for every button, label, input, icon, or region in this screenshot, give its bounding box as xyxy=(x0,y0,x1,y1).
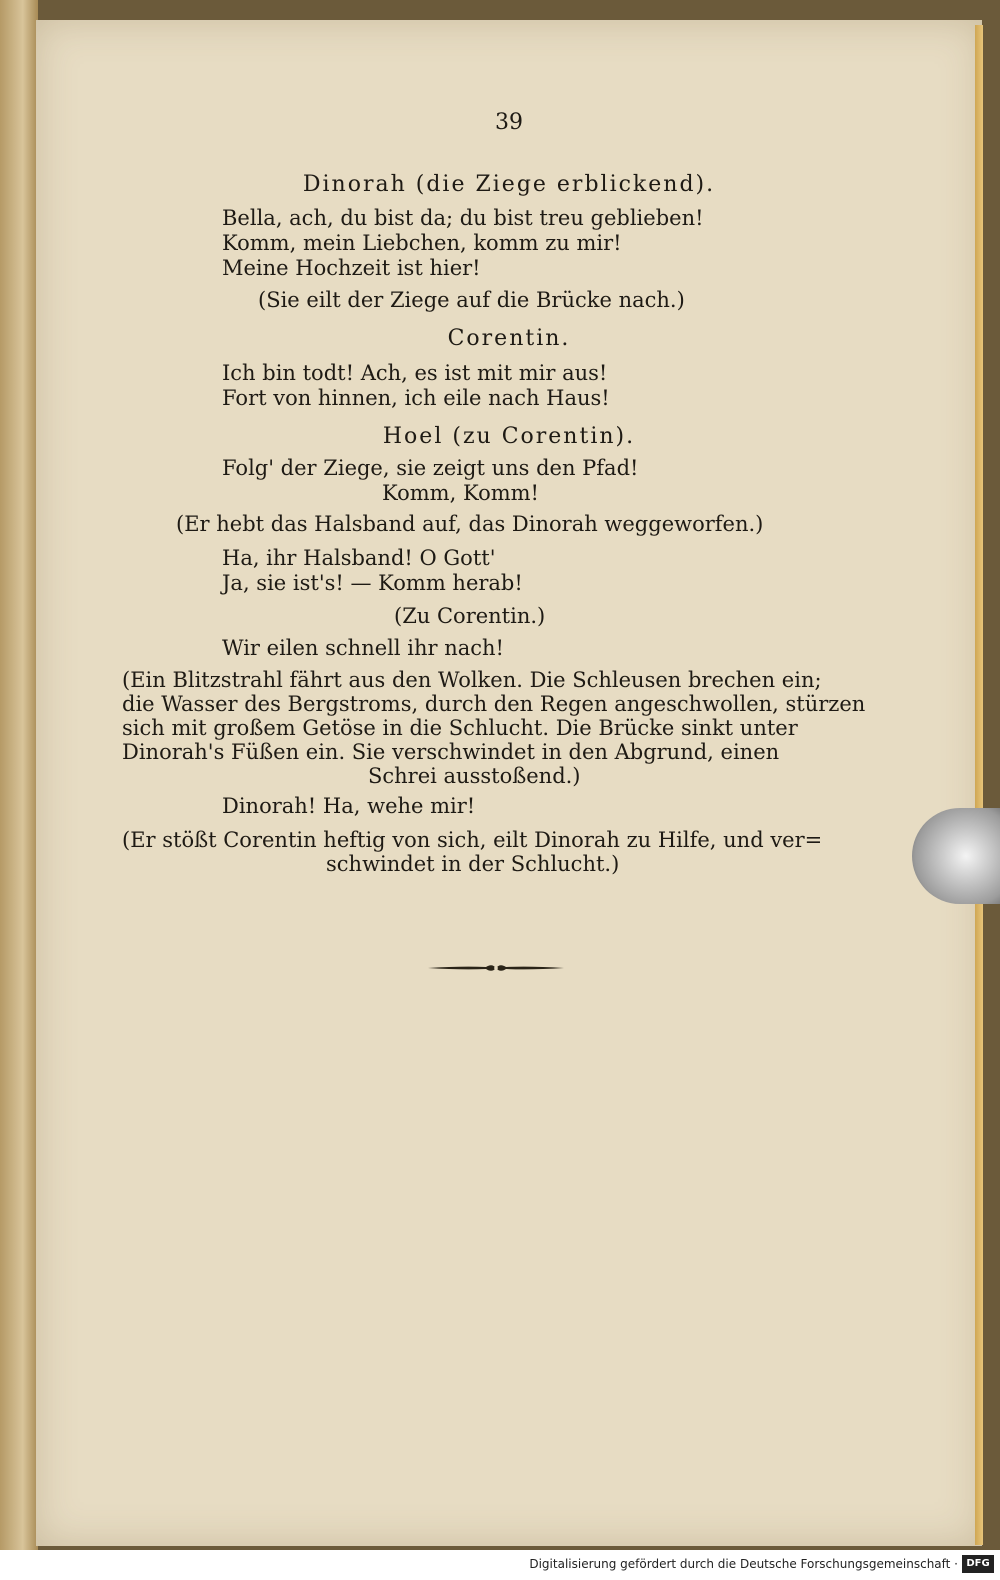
verse-line: Dinorah! Ha, wehe mir! xyxy=(222,794,476,818)
page-number: 39 xyxy=(495,110,523,135)
verse-line: Folg' der Ziege, sie zeigt uns den Pfad! xyxy=(222,456,639,480)
stage-direction: (Er hebt das Halsband auf, das Dinorah weggeworfen.) xyxy=(176,512,764,536)
stage-direction: die Wasser des Bergstroms, durch den Regen angeschwollen, stürzen xyxy=(122,692,866,716)
verse-line: Bella, ach, du bist da; du bist treu geblieben! xyxy=(222,206,704,230)
speaker-dinorah: Dinorah (die Ziege erblickend). xyxy=(302,172,716,197)
scanner-clip xyxy=(912,808,1000,904)
footer-bar xyxy=(0,1550,1000,1580)
left-page-edge xyxy=(0,0,38,1550)
stage-direction: (Ein Blitzstrahl fährt aus den Wolken. Die Schleusen brechen ein; xyxy=(122,668,822,692)
speaker-corentin: Corentin. xyxy=(447,326,571,351)
verse-line: Komm, mein Liebchen, komm zu mir! xyxy=(222,231,622,255)
stage-direction: Schrei ausstoßend.) xyxy=(368,764,581,788)
dfg-logo-icon: DFG xyxy=(962,1555,994,1573)
speaker-hoel: Hoel (zu Corentin). xyxy=(382,424,636,449)
verse-line: Fort von hinnen, ich eile nach Haus! xyxy=(222,386,610,410)
verse-line: Ich bin todt! Ach, es ist mit mir aus! xyxy=(222,361,608,385)
page-gilt-edge xyxy=(975,25,983,1545)
verse-line: Meine Hochzeit ist hier! xyxy=(222,256,481,280)
stage-direction: (Sie eilt der Ziege auf die Brücke nach.) xyxy=(258,288,685,312)
stage-direction: Dinorah's Füßen ein. Sie verschwindet in den Abgrund, einen xyxy=(122,740,780,764)
stage-direction: (Zu Corentin.) xyxy=(394,604,546,628)
verse-line: Ja, sie ist's! — Komm herab! xyxy=(222,571,523,595)
stage-direction: sich mit großem Getöse in die Schlucht. Die Brücke sinkt unter xyxy=(122,716,798,740)
stage-direction: (Er stößt Corentin heftig von sich, eilt Dinorah zu Hilfe, und ver= xyxy=(122,828,823,852)
verse-line: Wir eilen schnell ihr nach! xyxy=(222,636,504,660)
verse-line: Komm, Komm! xyxy=(382,481,539,505)
footer-credit: Digitalisierung gefördert durch die Deutsche Forschungsgemeinschaft · xyxy=(529,1557,958,1571)
stage-direction: schwindet in der Schlucht.) xyxy=(326,852,620,876)
verse-line: Ha, ihr Halsband! O Gott' xyxy=(222,546,496,570)
ornament-divider-icon xyxy=(426,960,566,976)
book-page xyxy=(36,20,982,1546)
